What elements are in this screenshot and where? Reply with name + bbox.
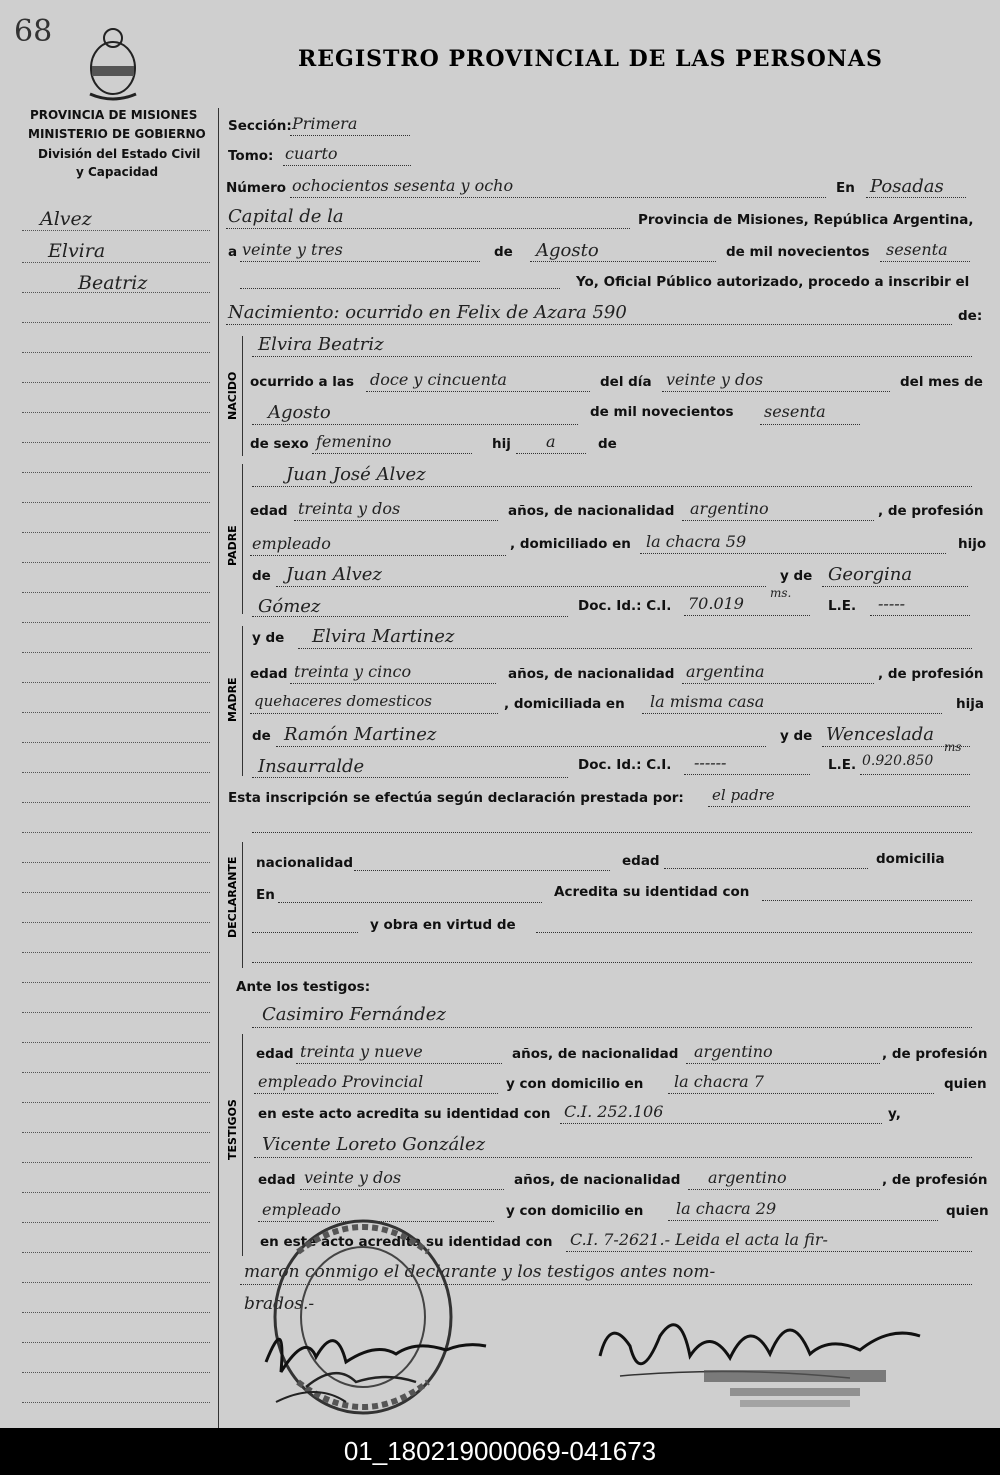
side-label-padre: PADRE — [226, 525, 239, 566]
t1-prof-label: , de profesión — [882, 1046, 988, 1062]
madre-value: Elvira Martinez — [312, 626, 455, 647]
t1-acredita-label: en este acto acredita su identidad con — [258, 1106, 551, 1122]
t2-nac-value: argentino — [708, 1168, 787, 1187]
padre-edad-value: treinta y dos — [298, 499, 401, 518]
header-province: PROVINCIA DE MISIONES — [30, 108, 198, 122]
madre-edad-label: edad — [250, 666, 288, 682]
padre-de-label: de — [252, 568, 271, 584]
margin-surname: Alvez — [40, 208, 92, 230]
t1-value: Casimiro Fernández — [262, 1004, 446, 1025]
padre-value: Juan José Alvez — [286, 464, 426, 485]
t1-ci-value: C.I. 252.106 — [564, 1102, 664, 1121]
header-capacity: y Capacidad — [76, 165, 159, 179]
main-separator — [218, 108, 219, 1428]
mil-nac-label: de mil novecientos — [590, 404, 734, 420]
acredita-con-label: Acredita su identidad con — [554, 884, 750, 900]
t1-dom-label: y con domicilio en — [506, 1076, 644, 1092]
hora-value: doce y cincuenta — [370, 370, 507, 389]
t1-nac-value: argentino — [694, 1042, 773, 1061]
abuela-m1-value: Wenceslada — [826, 724, 934, 745]
page-title: REGISTRO PROVINCIAL DE LAS PERSONAS — [298, 46, 883, 72]
ocurrido-label: ocurrido a las — [250, 374, 355, 390]
declarante-value: el padre — [712, 786, 775, 804]
page-number: 68 — [14, 14, 53, 49]
t2-anos-label: años, de nacionalidad — [514, 1172, 681, 1188]
closing-line1: maron conmigo el declarante y los testigos antes nom- — [244, 1262, 716, 1282]
tomo-label: Tomo: — [228, 148, 274, 164]
t1-edad-value: treinta y nueve — [300, 1042, 423, 1061]
sexo-label: de sexo — [250, 436, 309, 452]
madre-le-value: 0.920.850 — [862, 753, 934, 769]
seccion-value: Primera — [292, 114, 358, 133]
abuela1-value: Georgina — [828, 564, 913, 585]
side-label-testigos: TESTIGOS — [226, 1099, 239, 1160]
madre-yde2-label: y de — [780, 728, 813, 744]
madre-doc-label: Doc. Id.: C.I. — [578, 757, 672, 773]
image-id-footer: 01_180219000069-041673 — [0, 1428, 1000, 1475]
side-label-declarante: DECLARANTE — [226, 856, 239, 938]
numero-label: Número — [226, 180, 287, 196]
mes-nac-value: Agosto — [268, 402, 331, 423]
dia-nac-value: veinte y dos — [666, 370, 764, 389]
hija-label: hija — [956, 696, 984, 712]
anio-nac-value: sesenta — [764, 402, 826, 421]
anio-value: sesenta — [886, 240, 948, 259]
numero-value: ochocientos sesenta y ocho — [292, 176, 514, 195]
t2-prof-label: , de profesión — [882, 1172, 988, 1188]
capital-value: Capital de la — [228, 206, 344, 227]
padre-le-label: L.E. — [828, 598, 857, 614]
madre-anos-label: años, de nacionalidad — [508, 666, 675, 682]
testigos-label: Ante los testigos: — [236, 979, 371, 995]
mes-value: Agosto — [536, 240, 599, 261]
provincia-label: Provincia de Misiones, República Argentina, — [638, 212, 974, 228]
dia-value: veinte y tres — [242, 240, 343, 259]
madre-prof-value: quehaceres domesticos — [254, 692, 432, 710]
t2-prof-value: empleado — [262, 1200, 341, 1219]
madre-edad-value: treinta y cinco — [294, 662, 412, 681]
inscripcion-label: Esta inscripción se efectúa según declaración prestada por: — [228, 790, 684, 806]
t2-value: Vicente Loreto González — [262, 1134, 486, 1155]
madre-le-sup: ms — [944, 740, 962, 754]
del-mes-label: del mes de — [900, 374, 983, 390]
official-stamp — [700, 1364, 890, 1414]
de-label: de — [494, 244, 513, 260]
obra-label: y obra en virtud de — [370, 917, 516, 933]
tomo-value: cuarto — [285, 144, 338, 163]
abuela-m2-value: Insaurralde — [258, 756, 365, 777]
en-value: Posadas — [870, 176, 944, 197]
padre-le-value: ----- — [878, 594, 906, 613]
t1-anos-label: años, de nacionalidad — [512, 1046, 679, 1062]
de-mil-label: de mil novecientos — [726, 244, 870, 260]
t1-y-label: y, — [888, 1106, 901, 1122]
madre-le-label: L.E. — [828, 757, 857, 773]
padre-anos-label: años, de nacionalidad — [508, 503, 675, 519]
header-ministry: MINISTERIO DE GOBIERNO — [28, 127, 206, 141]
madre-nac-value: argentina — [686, 662, 765, 681]
seccion-label: Sección: — [228, 118, 292, 134]
padre-dom-value: la chacra 59 — [646, 532, 747, 551]
del-dia-label: del día — [600, 374, 652, 390]
madre-dom-label: , domiciliada en — [504, 696, 625, 712]
t2-edad-value: veinte y dos — [304, 1168, 402, 1187]
header-division: División del Estado Civil — [38, 147, 201, 161]
nombre-value: Elvira Beatriz — [258, 334, 384, 355]
abuela2-value: Gómez — [258, 596, 321, 617]
closing-line2: brados.- — [244, 1294, 315, 1314]
padre-doc-label: Doc. Id.: C.I. — [578, 598, 672, 614]
margin-name2: Beatriz — [78, 272, 148, 294]
t2-edad-label: edad — [258, 1172, 296, 1188]
madre-prof-label: , de profesión — [878, 666, 984, 682]
t2-ci-value: C.I. 7-2621.- Leida el acta la fir- — [570, 1230, 828, 1249]
declarante-edad-label: edad — [622, 853, 660, 869]
en-label: En — [836, 180, 855, 196]
t1-dom-value: la chacra 7 — [674, 1072, 764, 1091]
t2-acredita-label: en este acto acredita su identidad con — [260, 1234, 553, 1250]
declarante-en-label: En — [256, 887, 275, 903]
a-label: a — [228, 244, 238, 260]
t2-dom-value: la chacra 29 — [676, 1199, 777, 1218]
sexo-value: femenino — [316, 432, 392, 451]
yo-label: Yo, Oficial Público autorizado, procedo a inscribir el — [576, 274, 970, 290]
coat-of-arms-icon — [84, 22, 142, 102]
madre-de-label: de — [252, 728, 271, 744]
padre-prof-value: empleado — [252, 534, 331, 553]
declarant-signature — [246, 1302, 496, 1412]
abuelo-m-value: Ramón Martinez — [284, 724, 437, 745]
t1-quien-label: quien — [944, 1076, 987, 1092]
t1-edad-label: edad — [256, 1046, 294, 1062]
margin-name1: Elvira — [48, 240, 106, 262]
madre-dom-value: la misma casa — [650, 692, 765, 711]
padre-dom-label: , domiciliado en — [510, 536, 631, 552]
padre-prof-label: , de profesión — [878, 503, 984, 519]
padre-ci-value: 70.019 — [688, 594, 744, 613]
inscribir-value: Nacimiento: ocurrido en Felix de Azara 590 — [228, 302, 627, 323]
padre-ci-sup: ms. — [770, 586, 792, 600]
madre-yde-label: y de — [252, 630, 285, 646]
hij-suffix: a — [546, 432, 556, 451]
side-label-madre: MADRE — [226, 677, 239, 722]
t1-prof-value: empleado Provincial — [258, 1072, 424, 1091]
padre-nac-value: argentino — [690, 499, 769, 518]
abuelo-value: Juan Alvez — [286, 564, 382, 585]
padre-edad-label: edad — [250, 503, 288, 519]
madre-ci-value: ------ — [694, 753, 727, 772]
t2-dom-label: y con domicilio en — [506, 1203, 644, 1219]
t2-quien-label: quien — [946, 1203, 989, 1219]
padre-yde-label: y de — [780, 568, 813, 584]
hijo-label: hijo — [958, 536, 987, 552]
side-label-nacido: NACIDO — [226, 371, 239, 420]
declarante-nac-label: nacionalidad — [256, 855, 354, 871]
de-hij-label: de — [598, 436, 617, 452]
hij-label: hij — [492, 436, 511, 452]
declarante-dom-label: domicilia — [876, 851, 945, 867]
de-colon-label: de: — [958, 308, 983, 324]
